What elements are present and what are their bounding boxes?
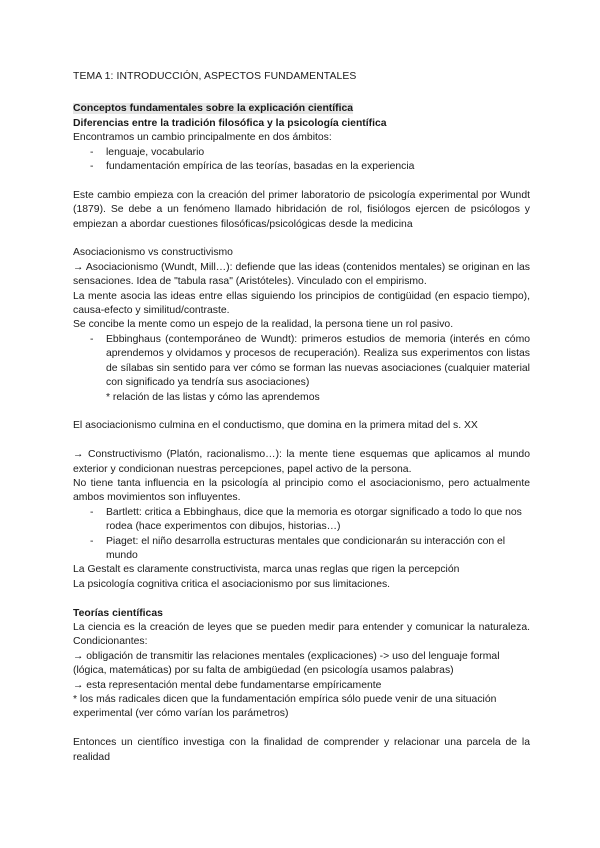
ambitos-list	[73, 146, 530, 175]
ciencia-paragraph: La ciencia es la creación de leyes que se pueden medir para entender y comunicar la naturaleza. Condicionantes:	[73, 621, 530, 648]
intro-text: Encontramos un cambio principalmente en dos ámbitos:	[73, 132, 332, 144]
mente-paragraph: La mente asocia las ideas entre ellas siguiendo los principios de contigüidad (en espacio tiempo), causa-efecto y similitud/contraste.	[73, 290, 530, 317]
section-heading-conceptos: Conceptos fundamentales sobre la explicación científica	[73, 103, 354, 115]
subheading-diferencias: Diferencias entre la tradición filosófica y la psicología científica	[73, 117, 387, 129]
entonces-paragraph: Entonces un científico investiga con la finalidad de comprender y relacionar una parcela de la realidad	[73, 737, 530, 763]
list-item: - lenguaje, vocabulario	[73, 146, 530, 160]
list-item: - Piaget: el niño desarrolla estructuras mentales que condicionarán su interacción con el mundo	[73, 535, 530, 564]
gestalt-paragraph: La Gestalt es claramente constructivista, marca unas reglas que rigen la percepción	[73, 564, 460, 576]
list-item: - Bartlett: critica a Ebbinghaus, dice que la memoria es otorgar significado a todo lo que nos rodea (hace experimentos con dibujos, historias…)	[73, 506, 530, 535]
constructivismo-list	[73, 506, 530, 564]
obligacion-paragraph: → obligación de transmitir las relaciones mentales (explicaciones) -> uso del lenguaje formal (lógica, matemáticas) por su falta de ambigüedad (en psicología usamos palabras)	[73, 650, 500, 677]
radicales-paragraph: * los más radicales dicen que la fundamentación empírica sólo puede venir de una situación experimental (ver cómo varían los parámetros)	[73, 693, 497, 720]
section-heading-teorias: Teorías científicas	[73, 607, 163, 619]
cognitiva-paragraph: La psicología cognitiva critica el asociacionismo por sus limitaciones.	[73, 578, 391, 590]
representacion-paragraph: → esta representación mental debe fundamentarse empíricamente	[73, 679, 382, 691]
list-item: - Ebbinghaus (contemporáneo de Wundt): primeros estudios de memoria (interés en cómo aprendemos y olvidamos y procesos de recuperación). Realiza sus experimentos con listas de sílabas sin sentido para ver cómo se forman las nuevas asociaciones (cualquier material con significado ya tendría sus asociaciones)	[73, 333, 530, 391]
conductismo-paragraph: El asociacionismo culmina en el conductismo, que domina en la primera mitad del s. XX	[73, 420, 478, 432]
list-item: - fundamentación empírica de las teorías, basadas en la experiencia	[73, 160, 530, 174]
constructivismo-paragraph: → Constructivismo (Platón, racionalismo…): la mente tiene esquemas que aplicamos al mundo exterior y condicionan nuestras percepciones, papel activo de la persona.	[73, 449, 530, 475]
ebbinghaus-note: * relación de las listas y cómo las aprendemos	[106, 391, 320, 403]
asociacionismo-paragraph: → Asociacionismo (Wundt, Mill…): defiende que las ideas (contenidos mentales) se originan en las sensaciones. Idea de "tabula rasa" (Aristóteles). Vinculado con el empirismo.	[73, 261, 530, 288]
ebbinghaus-list	[73, 333, 530, 391]
page-title: TEMA 1: INTRODUCCIÓN, ASPECTOS FUNDAMENTALES	[73, 71, 357, 82]
influencia-paragraph: No tiene tanta influencia en la psicología al principio como el asociacionismo, pero actualmente ambos movimientos son influyentes.	[73, 477, 530, 504]
wundt-paragraph: Este cambio empieza con la creación del primer laboratorio de psicología experimental por Wundt (1879). Se debe a un fenómeno llamado hibridación de rol, fisiólogos ejercen de psicólogos y empiezan a abordar cuestiones filosóficas/psicológicas desde la medicina	[73, 189, 530, 230]
espejo-paragraph: Se concibe la mente como un espejo de la realidad, la persona tiene un rol pasivo.	[73, 319, 454, 331]
section-heading-asociacionismo: Asociacionismo vs constructivismo	[73, 247, 233, 259]
document-page	[73, 70, 530, 765]
